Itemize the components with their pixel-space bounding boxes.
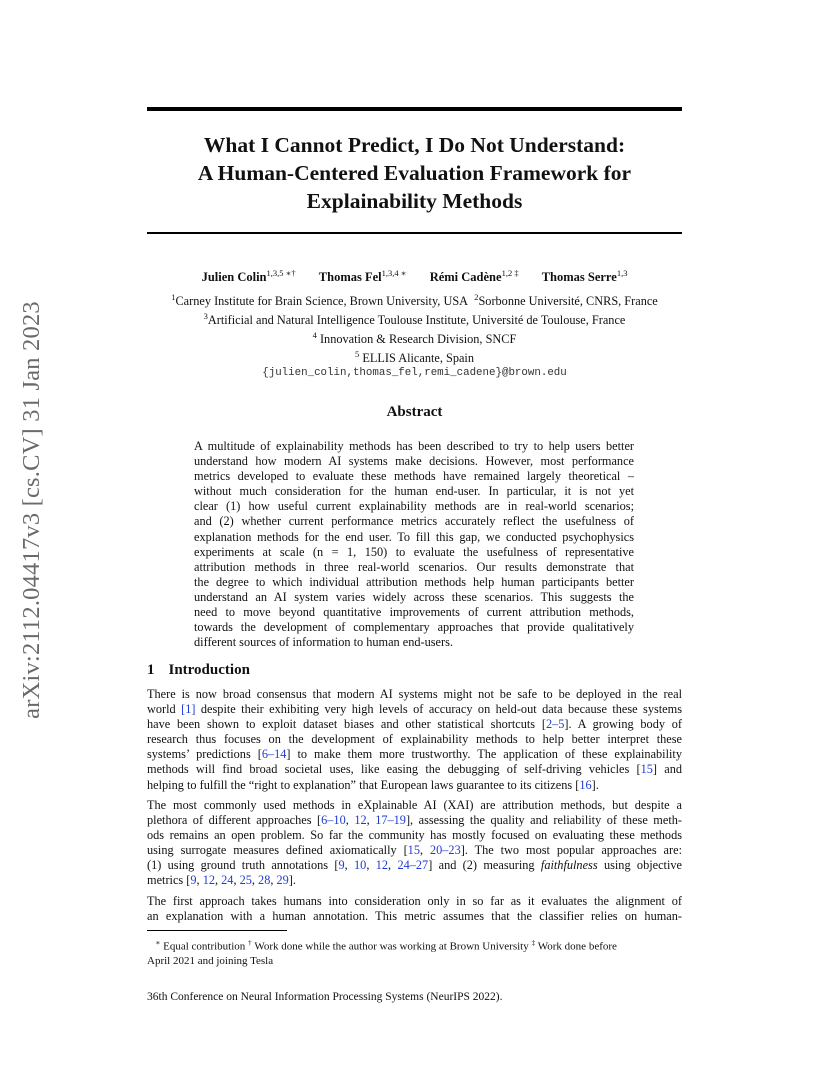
- citation-link[interactable]: 15: [640, 762, 653, 777]
- abstract-line: need to move beyond quantitative improvements of current attribution methods,: [194, 605, 634, 620]
- author: [202, 270, 296, 284]
- author-name: Thomas Fel: [318, 270, 382, 285]
- paragraph-line: There is now broad consensus that modern AI systems might not be safe to be deployed in the real: [147, 687, 682, 701]
- footnote-line: ∗ Equal contribution † Work done while the author was working at Brown University ‡ Work done before: [155, 938, 617, 953]
- citation-link[interactable]: 9: [190, 873, 197, 888]
- emphasis-faithfulness: faithfulness: [540, 858, 598, 873]
- citation-link[interactable]: 29: [276, 873, 289, 888]
- title-line: What I Cannot Predict, I Do Not Understand:: [203, 133, 626, 157]
- citation-link[interactable]: 12: [354, 813, 367, 828]
- intro-paragraph-2: [147, 798, 682, 889]
- paragraph-line: have been shown to exploit dataset biases and other statistical shortcuts [2–5]. A growing body of: [147, 717, 683, 732]
- citation-link[interactable]: 16: [579, 777, 592, 792]
- author-marks: 1,3,4 ∗: [381, 268, 407, 278]
- citation-link[interactable]: 6–10: [321, 813, 346, 828]
- conference-notice: 36th Conference on Neural Information Processing Systems (NeurIPS 2022).: [147, 991, 503, 1003]
- citation-link[interactable]: 28: [258, 873, 271, 888]
- author-list: [147, 268, 682, 285]
- section-title: Introduction: [168, 662, 250, 678]
- abstract-line: towards the development of complementary approaches that provide qualitatively: [194, 620, 634, 635]
- title-line: Explainability Methods: [306, 189, 523, 213]
- arxiv-identifier: [6, 290, 58, 730]
- abstract-line: without much consideration for the human end-user. In particular, it is not yet: [194, 484, 634, 499]
- footnote-rule: [147, 930, 287, 931]
- affiliations: [147, 290, 682, 381]
- author-marks: 1,3: [616, 268, 628, 278]
- abstract-line: metrics developed to evaluate these methods have remained largely theoretical –: [194, 469, 634, 484]
- paper-title: [147, 131, 682, 215]
- paragraph-line: ods remains an open problem. So far the community has mostly focused on evaluating these methods: [147, 828, 682, 843]
- affiliation-line: $^1$Carney Institute for Brain Science, Brown University, USA $^2$Sorbonne Université, CNRS, France: [171, 292, 658, 309]
- paragraph-line: research thus focuses on the development of explainability methods to help better interpret these: [147, 732, 682, 747]
- citation-link[interactable]: 12: [375, 858, 389, 873]
- title-line: A Human-Centered Evaluation Framework for: [197, 161, 632, 185]
- arxiv-id-text: arXiv:2112.04417v3 [cs.CV] 31 Jan 2023: [18, 301, 45, 719]
- author: [542, 270, 628, 284]
- footnote-line: April 2021 and joining Tesla: [147, 954, 274, 967]
- citation-link[interactable]: 9: [338, 858, 345, 873]
- abstract-line: clear (1) how useful current explainability methods are in real-world scenarios;: [194, 499, 634, 514]
- title-bottom-rule: [147, 232, 682, 234]
- paragraph-line: world [1] despite their exhibiting very high levels of accuracy on held-out data because these systems: [147, 702, 682, 717]
- citation-link[interactable]: 10: [354, 858, 367, 873]
- citation-link[interactable]: 12: [202, 873, 215, 888]
- author: [319, 270, 407, 284]
- citation-link[interactable]: 6–14: [261, 747, 287, 762]
- paragraph-line: an explanation with a human annotation. This metric assumes that the classifier relies on human-: [147, 909, 682, 924]
- author: [430, 270, 519, 284]
- citation-link[interactable]: 15: [407, 843, 420, 858]
- intro-paragraph-1: [147, 687, 682, 793]
- paragraph-line: metrics [9, 12, 24, 25, 28, 29].: [147, 873, 296, 888]
- abstract-line: understand an AI system varies widely across these scenarios. This suggests the: [194, 589, 634, 604]
- abstract-body: [194, 439, 634, 650]
- citation-link[interactable]: 17–19: [375, 813, 406, 828]
- abstract-line: the degree to which individual attribution methods help human participants better: [194, 574, 634, 589]
- author-marks: 1,2 ‡: [501, 268, 519, 278]
- author-emails: {julien_colin,thomas_fel,remi_cadene}@brown.edu: [262, 367, 567, 380]
- paragraph-line: helping to fulfill the “right to explanation” that European laws guarantee to its citizens [16].: [147, 777, 599, 792]
- title-top-rule: [147, 107, 682, 111]
- paragraph-line: plethora of different approaches [6–10, 12, 17–19], assessing the quality and reliability of these meth-: [147, 813, 682, 828]
- author-name: Julien Colin: [201, 270, 267, 285]
- citation-link[interactable]: 20–23: [429, 843, 461, 858]
- paragraph-line: methods will find broad societal uses, like easing the debugging of self-driving vehicles [15] and: [147, 762, 682, 777]
- abstract-line: explanation methods for the end user. To fill this gap, we conducted psychophysics: [194, 529, 634, 544]
- paragraph-line: The first approach takes humans into consideration only in so far as it evaluates the alignment of: [147, 894, 682, 908]
- section-number: 1: [147, 662, 155, 678]
- affiliation-line: $^4$ Innovation & Research Division, SNCF: [312, 330, 517, 347]
- paragraph-line: systems’ predictions [6–14] to make them more trustworthy. The application of these explainability: [147, 747, 682, 762]
- author-name: Thomas Serre: [541, 270, 617, 285]
- citation-link[interactable]: [1]: [181, 702, 196, 717]
- affiliation-line: $^5$ ELLIS Alicante, Spain: [355, 349, 474, 366]
- section-heading-introduction: [147, 662, 250, 679]
- abstract-line: different sources of information to human end-users.: [194, 635, 453, 650]
- abstract-line: attribution methods in three real-world scenarios. Our results demonstrate that: [194, 559, 634, 574]
- author-name: Rémi Cadène: [429, 270, 502, 285]
- abstract-heading: Abstract: [386, 404, 443, 420]
- paragraph-line: (1) using ground truth annotations [9, 10, 12, 24–27] and (2) measuring faithfulness using objective: [147, 858, 682, 873]
- citation-link[interactable]: 24–27: [397, 858, 429, 873]
- paragraph-line: The most commonly used methods in eXplainable AI (XAI) are attribution methods, but despite a: [147, 798, 682, 812]
- paragraph-line: using surrogate measures defined axiomatically [15, 20–23]. The two most popular approaches are:: [147, 843, 682, 858]
- citation-link[interactable]: 2–5: [545, 717, 565, 732]
- intro-paragraph-3: [147, 894, 682, 924]
- abstract-line: A multitude of explainability methods has been described to try to help users better: [194, 439, 634, 453]
- affiliation-line: $^3$Artificial and Natural Intelligence Toulouse Institute, Université de Toulouse, France: [203, 311, 626, 328]
- abstract-line: experiments at scale (n = 1, 150) to evaluate the usefulness of representative: [194, 544, 634, 559]
- citation-link[interactable]: 25: [239, 873, 252, 888]
- author-marks: 1,3,5 ∗†: [266, 268, 296, 278]
- citation-link[interactable]: 24: [221, 873, 234, 888]
- abstract-line: understand how modern AI systems make decisions. However, most performance: [194, 454, 634, 469]
- footnotes: [147, 936, 682, 968]
- abstract-line: and (2) whether current performance metrics accurately reflect the usefulness of: [194, 514, 634, 529]
